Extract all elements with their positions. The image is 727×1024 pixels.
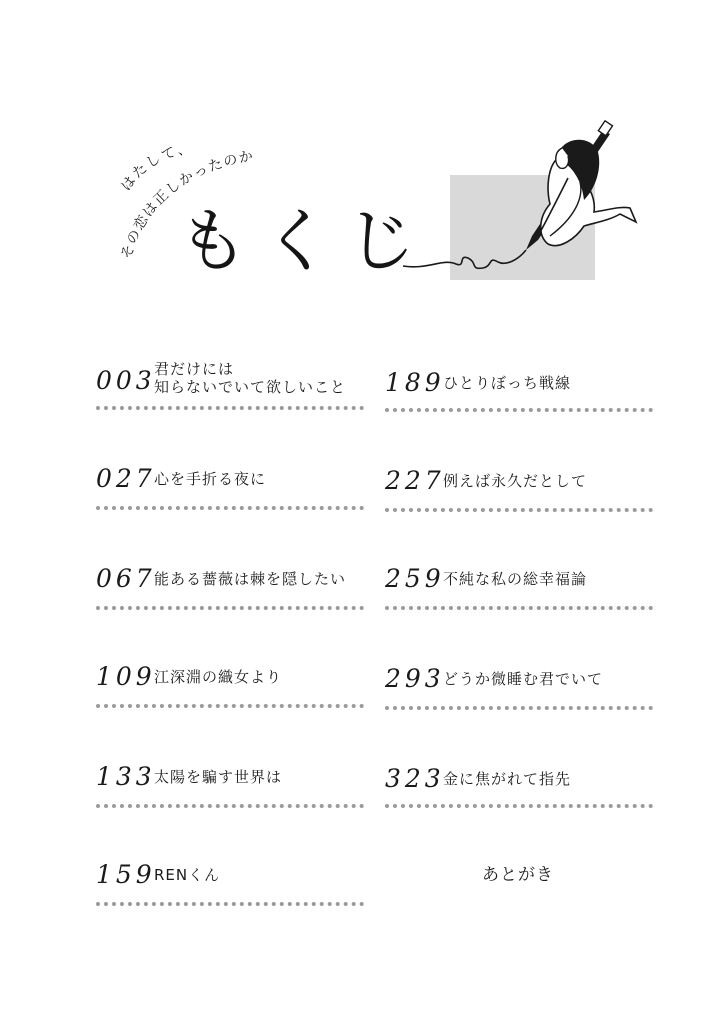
toc-item[interactable] [96, 564, 366, 624]
toc-item[interactable] [96, 762, 366, 822]
dotted-divider [96, 406, 364, 410]
page-number: 133 [96, 762, 156, 791]
page-number: 189 [385, 368, 445, 397]
toc-item[interactable] [385, 564, 655, 624]
page-number: 003 [96, 366, 156, 395]
chapter-title: 能ある薔薇は棘を隠したい [154, 570, 347, 588]
page-number: 259 [385, 564, 445, 593]
toc-item[interactable] [96, 358, 366, 418]
dotted-divider [96, 704, 364, 708]
toc-item[interactable] [385, 466, 655, 526]
page-number: 323 [385, 764, 445, 793]
chapter-title: RENくん [154, 866, 221, 884]
chapter-title: 不純な私の総幸福論 [443, 570, 588, 588]
dotted-divider [96, 606, 364, 610]
page-number: 159 [96, 860, 156, 889]
chapter-title: 太陽を騙す世界は [154, 768, 283, 786]
toc-item[interactable] [385, 664, 655, 724]
chapter-title: 君だけには 知らないでいて欲しいこと [154, 360, 347, 396]
page-number: 227 [385, 466, 445, 495]
afterword-link[interactable]: あとがき [482, 865, 554, 885]
dotted-divider [385, 508, 653, 512]
chapter-title: 江深淵の織女より [154, 668, 283, 686]
chapter-title: どうか微睡む君でいて [443, 670, 604, 688]
chapter-title: 金に焦がれて指先 [443, 770, 572, 788]
page-number: 027 [96, 464, 156, 493]
dotted-divider [385, 606, 653, 610]
writing-person-illustration [398, 118, 648, 288]
page-number: 067 [96, 564, 156, 593]
toc-item[interactable] [96, 860, 366, 920]
chapter-title: ひとりぼっち戦線 [443, 374, 572, 392]
toc-item[interactable] [96, 464, 366, 524]
toc-item[interactable] [385, 764, 655, 824]
dotted-divider [385, 804, 653, 808]
dotted-divider [385, 408, 653, 412]
dotted-divider [385, 706, 653, 710]
dotted-divider [96, 804, 364, 808]
chapter-title: 心を手折る夜に [154, 470, 267, 488]
page-number: 293 [385, 664, 445, 693]
page-title: もくじ [178, 200, 430, 282]
page-number: 109 [96, 662, 156, 691]
subtitle-line-2: その恋は正しかったのか [118, 148, 256, 262]
toc-item[interactable] [96, 662, 366, 722]
chapter-title: 例えば永久だとして [443, 472, 588, 490]
subtitle-line-1: はたして、 [118, 140, 195, 195]
toc-item[interactable] [385, 368, 655, 428]
dotted-divider [96, 506, 364, 510]
dotted-divider [96, 902, 364, 906]
